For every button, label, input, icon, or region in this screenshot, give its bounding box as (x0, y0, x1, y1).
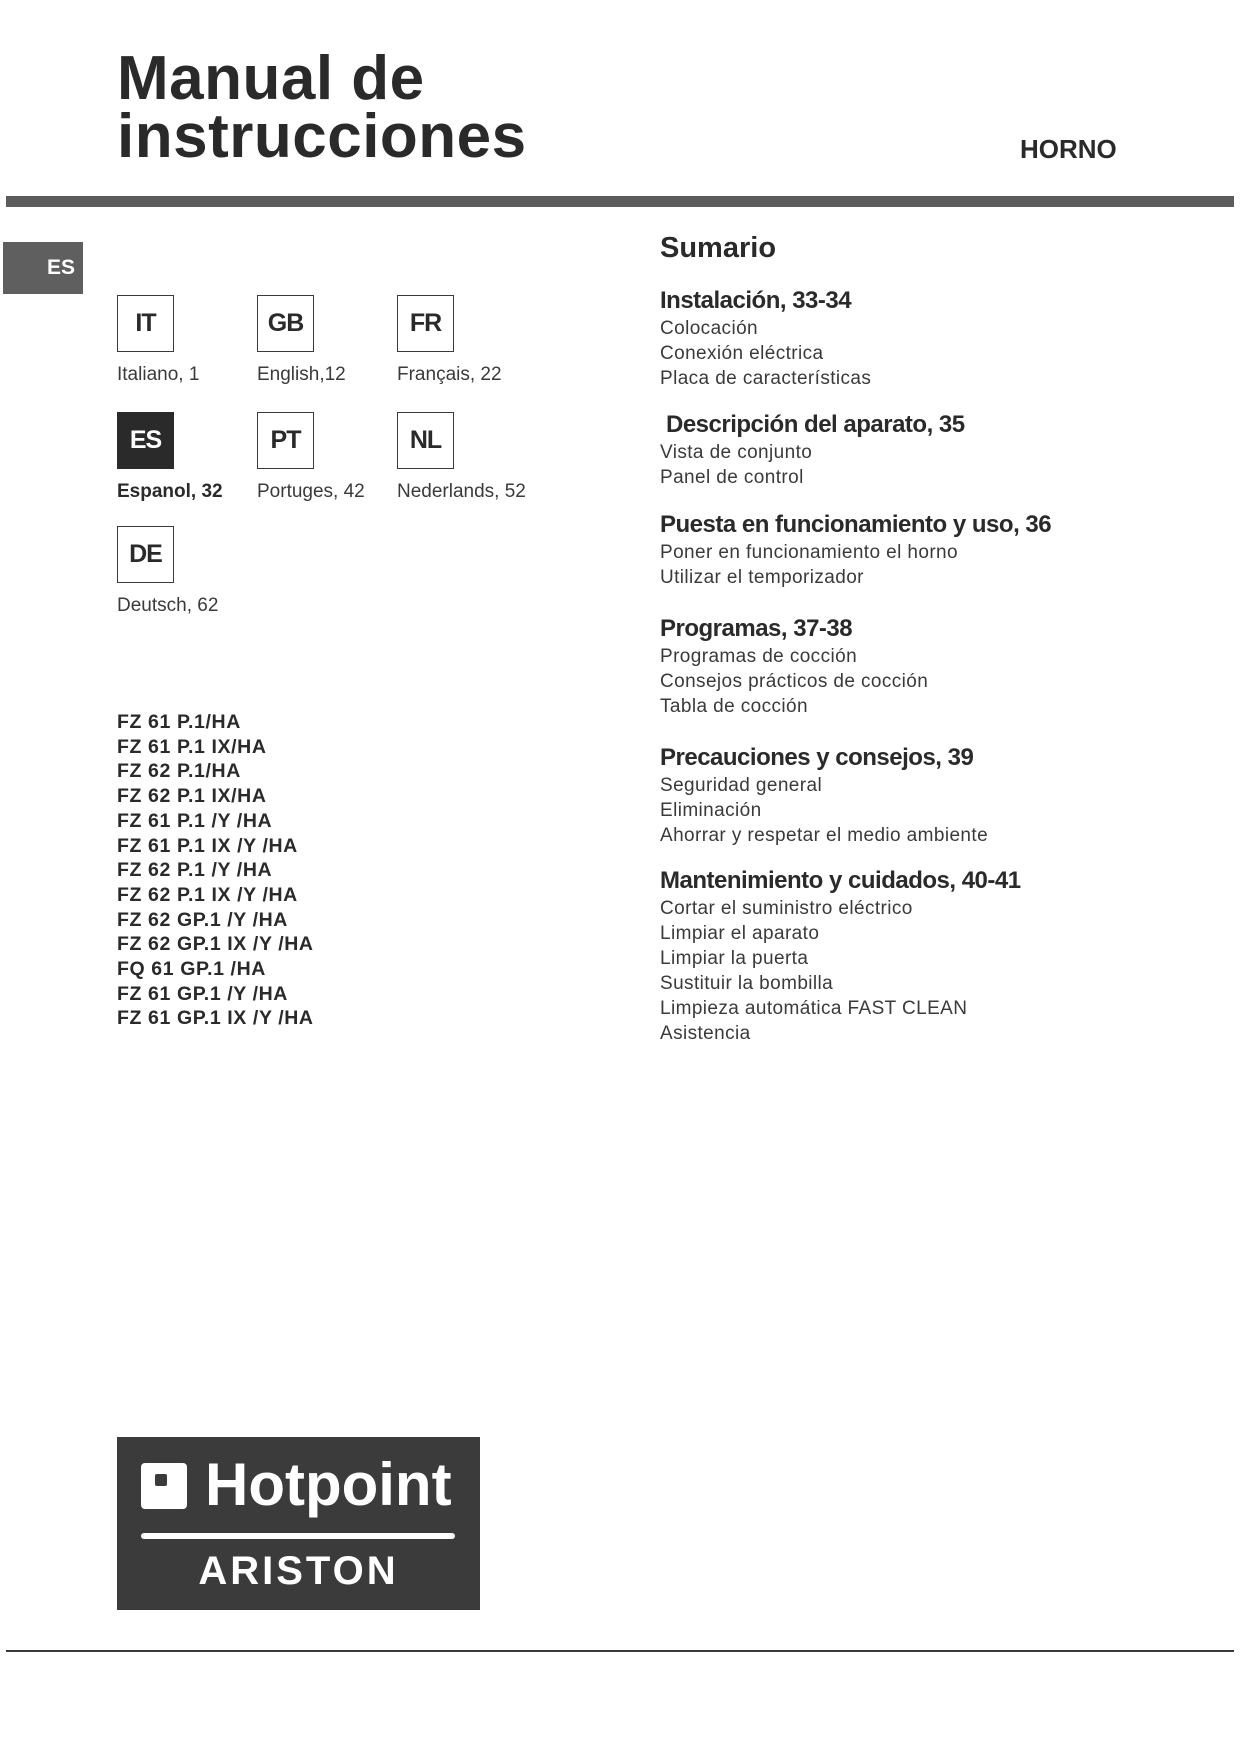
language-tab: ES (3, 242, 83, 294)
brand-divider (141, 1533, 455, 1539)
language-code-box: FR (397, 295, 454, 352)
model-item: FZ 61 GP.1 /Y /HA (117, 982, 288, 1005)
language-label: English,12 (257, 364, 346, 385)
toc-item: Placa de características (660, 368, 872, 389)
toc-item: Panel de control (660, 467, 804, 488)
toc-section-instalacion[interactable] (660, 286, 871, 391)
language-label: Portuges, 42 (257, 481, 365, 502)
model-item: FQ 61 GP.1 /HA (117, 958, 266, 981)
brand-subname: ARISTON (198, 1549, 399, 1593)
toc-section-title: Descripción del aparato, 35 (666, 411, 965, 438)
language-item-gb[interactable] (257, 295, 346, 386)
language-label: Deutsch, 62 (117, 595, 219, 616)
toc-item: Vista de conjunto (660, 442, 813, 463)
model-item: FZ 61 P.1 IX/HA (117, 735, 267, 758)
language-code-box: GB (257, 295, 314, 352)
language-code-box: NL (397, 412, 454, 469)
language-item-nl[interactable] (397, 412, 526, 503)
language-label: Espanol, 32 (117, 481, 223, 502)
toc-section-precauciones[interactable] (660, 743, 988, 848)
language-code-box: PT (257, 412, 314, 469)
language-item-fr[interactable] (397, 295, 502, 386)
language-item-it[interactable] (117, 295, 199, 386)
language-label: Nederlands, 52 (397, 481, 526, 502)
language-item-de[interactable] (117, 526, 218, 617)
toc-section-mantenimiento[interactable] (660, 866, 1021, 1046)
model-item: FZ 62 P.1/HA (117, 760, 241, 783)
toc-item: Tabla de cocción (660, 696, 808, 717)
toc-item: Seguridad general (660, 775, 823, 796)
model-list (117, 710, 314, 1031)
model-item: FZ 62 GP.1 /Y /HA (117, 908, 288, 931)
toc-section-title: Precauciones y consejos, 39 (660, 744, 974, 771)
language-code-box: ES (117, 412, 174, 469)
document-title (117, 44, 527, 171)
toc-section-title: Instalación, 33-34 (660, 287, 852, 314)
toc-section-title: Programas, 37-38 (660, 615, 853, 642)
brand-logo (117, 1437, 480, 1610)
toc-item: Limpiar el aparato (660, 923, 820, 944)
language-code-box: DE (117, 526, 174, 583)
toc-section-title: Puesta en funcionamiento y uso, 36 (660, 511, 1052, 538)
product-type: HORNO (1020, 134, 1117, 164)
model-item: FZ 61 P.1 IX /Y /HA (117, 834, 298, 857)
language-label: Italiano, 1 (117, 364, 200, 385)
toc-item: Limpiar la puerta (660, 948, 809, 969)
model-item: FZ 62 P.1 IX/HA (117, 785, 267, 808)
brand-name: Hotpoint (205, 1451, 452, 1518)
language-code-box: IT (117, 295, 174, 352)
toc-item: Conexión eléctrica (660, 343, 824, 364)
brand-mark-icon (141, 1463, 187, 1509)
toc-section-puesta[interactable] (660, 510, 1051, 590)
toc-item: Ahorrar y respetar el medio ambiente (660, 825, 989, 846)
toc-item: Poner en funcionamiento el horno (660, 542, 958, 563)
toc-section-programas[interactable] (660, 614, 928, 719)
toc-item: Consejos prácticos de cocción (660, 671, 929, 692)
language-item-pt[interactable] (257, 412, 365, 503)
model-item: FZ 61 P.1/HA (117, 711, 241, 733)
toc-item: Colocación (660, 318, 758, 339)
footer-divider (6, 1650, 1234, 1652)
language-item-es[interactable] (117, 412, 223, 503)
model-item: FZ 61 P.1 /Y /HA (117, 809, 273, 832)
toc-item: Limpieza automática FAST CLEAN (660, 998, 968, 1019)
toc-heading: Sumario (660, 232, 777, 264)
toc-section-title: Mantenimiento y cuidados, 40-41 (660, 867, 1021, 894)
model-item: FZ 61 GP.1 IX /Y /HA (117, 1007, 314, 1030)
toc-item: Eliminación (660, 800, 762, 821)
table-of-contents (660, 232, 1220, 1044)
header-divider (6, 196, 1234, 207)
model-item: FZ 62 P.1 IX /Y /HA (117, 883, 298, 906)
toc-item: Asistencia (660, 1023, 751, 1044)
toc-item: Utilizar el temporizador (660, 567, 864, 588)
toc-item: Sustituir la bombilla (660, 973, 834, 994)
title-line-2: instrucciones (117, 102, 527, 171)
title-line-1: Manual de (117, 44, 425, 113)
language-label: Français, 22 (397, 364, 502, 385)
toc-item: Cortar el suministro eléctrico (660, 898, 913, 919)
model-item: FZ 62 P.1 /Y /HA (117, 859, 273, 882)
toc-section-descripcion[interactable] (660, 410, 965, 490)
toc-item: Programas de cocción (660, 646, 858, 667)
model-item: FZ 62 GP.1 IX /Y /HA (117, 933, 314, 956)
